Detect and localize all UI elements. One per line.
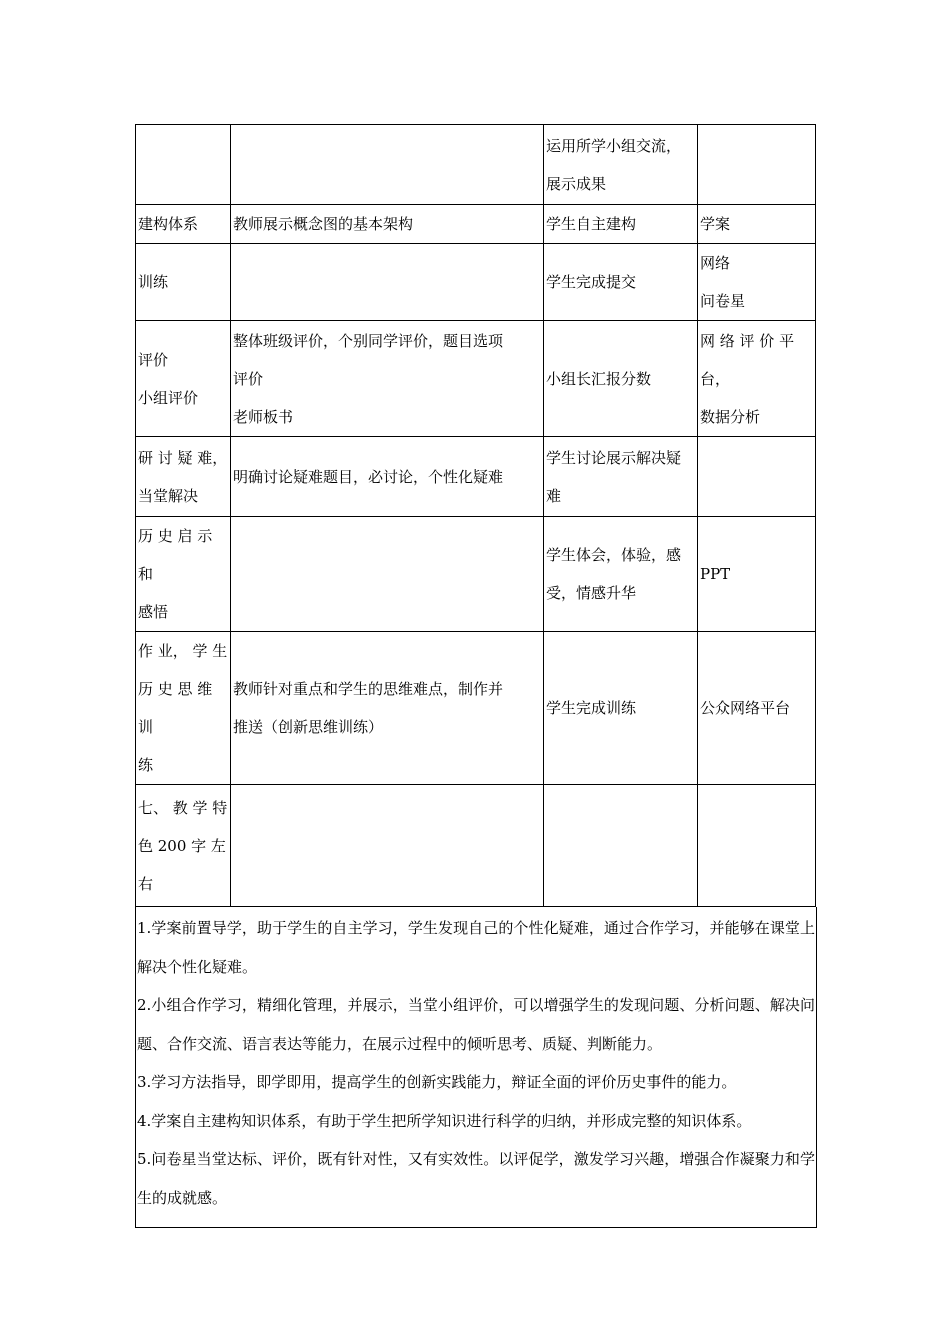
cell-teacher-activity — [231, 125, 544, 205]
summary-item: 2.小组合作学习，精细化管理，并展示，当堂小组评价，可以增强学生的发现问题、分析问题、解决问题、合作交流、语言表达等能力，在展示过程中的倾听思考、质疑、判断能力。 — [137, 996, 815, 1053]
cell-step: 历 史 启 示 和 感悟 — [136, 517, 231, 632]
cell-student-activity: 学生完成训练 — [544, 632, 698, 785]
cell-student-activity: 学生讨论展示解决疑 难 — [544, 437, 698, 517]
summary-item: 5.问卷星当堂达标、评价，既有针对性，又有实效性。以评促学，激发学习兴趣，增强合作凝聚力和学生的成就感。 — [137, 1150, 815, 1207]
table-row — [136, 321, 816, 437]
cell-step: 作 业， 学 生 历 史 思 维 训 练 — [136, 632, 231, 785]
cell-media: 学案 — [698, 205, 816, 244]
cell-step: 建构体系 — [136, 205, 231, 244]
table-row — [136, 244, 816, 321]
summary-item: 3.学习方法指导，即学即用，提高学生的创新实践能力，辩证全面的评价历史事件的能力。 — [137, 1073, 737, 1091]
cell-step: 评价 小组评价 — [136, 321, 231, 437]
summary-item: 4.学案自主建构知识体系，有助于学生把所学知识进行科学的归纳，并形成完整的知识体系。 — [137, 1111, 752, 1130]
table-row — [136, 785, 816, 907]
table-row — [136, 437, 816, 517]
cell-step — [136, 125, 231, 205]
cell-student-activity — [544, 785, 698, 907]
cell-teacher-activity — [231, 244, 544, 321]
cell-step: 七、 教 学 特 色 200 字 左 右 — [136, 785, 231, 907]
cell-media: 网络 问卷星 — [698, 244, 816, 321]
cell-teacher-activity: 整体班级评价，个别同学评价，题目选项 评价 老师板书 — [231, 321, 544, 437]
cell-student-activity: 学生体会，体验，感 受，情感升华 — [544, 517, 698, 632]
document-page — [135, 124, 815, 1228]
table-row — [136, 517, 816, 632]
teaching-features-summary — [135, 907, 817, 1228]
cell-media: 网 络 评 价 平 台， 数据分析 — [698, 321, 816, 437]
cell-teacher-activity — [231, 785, 544, 907]
cell-step: 训练 — [136, 244, 231, 321]
lesson-plan-table — [135, 124, 816, 907]
cell-media — [698, 437, 816, 517]
cell-teacher-activity: 教师展示概念图的基本架构 — [231, 205, 544, 244]
cell-media: PPT — [698, 517, 816, 632]
table-row — [136, 632, 816, 785]
summary-item: 1.学案前置导学，助于学生的自主学习，学生发现自己的个性化疑难，通过合作学习，并能够在课堂上解决个性化疑难。 — [137, 919, 815, 976]
cell-student-activity: 学生自主建构 — [544, 205, 698, 244]
table-row — [136, 205, 816, 244]
cell-media: 公众网络平台 — [698, 632, 816, 785]
cell-teacher-activity — [231, 517, 544, 632]
table-row — [136, 125, 816, 205]
cell-teacher-activity: 教师针对重点和学生的思维难点，制作并 推送（创新思维训练） — [231, 632, 544, 785]
cell-student-activity: 运用所学小组交流， 展示成果 — [544, 125, 698, 205]
cell-teacher-activity: 明确讨论疑难题目，必讨论，个性化疑难 — [231, 437, 544, 517]
cell-student-activity: 小组长汇报分数 — [544, 321, 698, 437]
cell-student-activity: 学生完成提交 — [544, 244, 698, 321]
cell-media — [698, 785, 816, 907]
cell-media — [698, 125, 816, 205]
cell-step: 研 讨 疑 难， 当堂解决 — [136, 437, 231, 517]
